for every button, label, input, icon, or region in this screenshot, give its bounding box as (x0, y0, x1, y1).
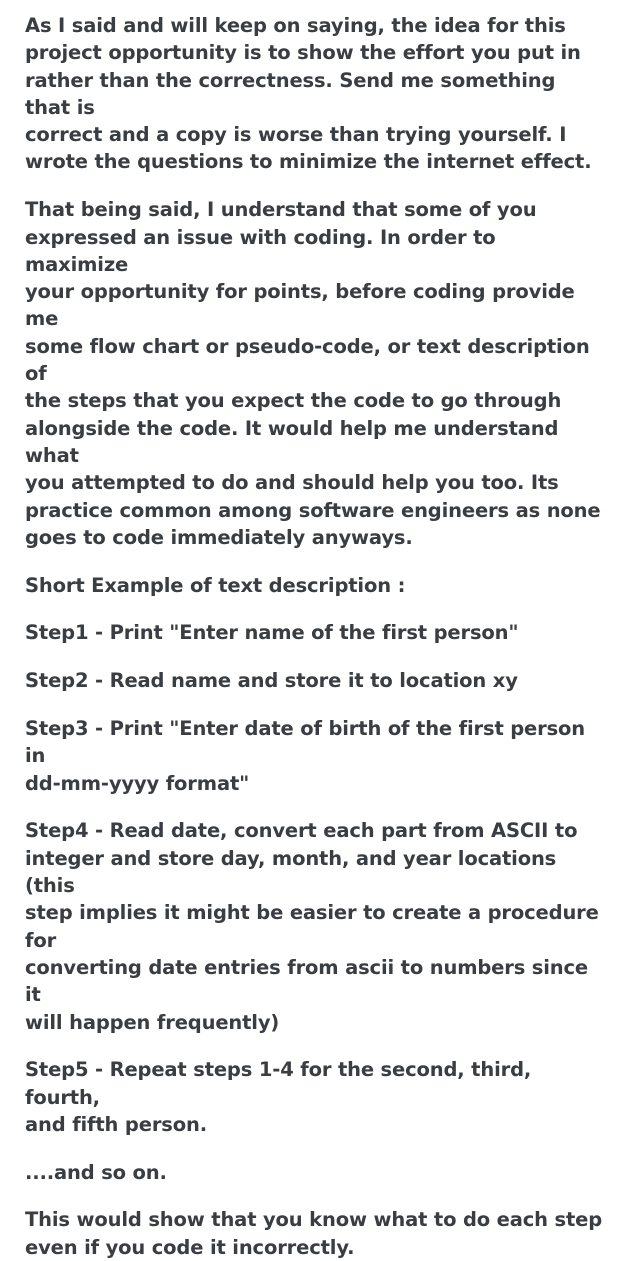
text-line: This would show that you know what to do each step (25, 1208, 603, 1232)
text-line: will happen frequently) (25, 1010, 280, 1034)
step-5 (25, 1056, 605, 1138)
text-line: correct and a copy is worse than trying yourself. I (25, 123, 567, 147)
example-heading (25, 572, 605, 599)
text-line: ....and so on. (25, 1160, 167, 1184)
step-1 (25, 619, 605, 646)
text-line: the steps that you expect the code to go through (25, 389, 562, 413)
text-line: goes to code immediately anyways. (25, 525, 413, 549)
intro-paragraph (25, 12, 605, 176)
and-so-on (25, 1159, 605, 1186)
text-line: project opportunity is to show the effort you put in (25, 41, 581, 65)
text-line: dd-mm-yyyy format" (25, 771, 250, 795)
text-line: your opportunity for points, before coding provide me (25, 280, 575, 331)
text-line: wrote the questions to minimize the internet effect. (25, 150, 592, 174)
text-line: converting date entries from ascii to numbers since it (25, 955, 589, 1007)
text-line: Step4 - Read date, convert each part from ASCII to (25, 819, 578, 843)
text-line: even if you code it incorrectly. (25, 1235, 355, 1259)
step-4 (25, 817, 605, 1035)
text-line: As I said and will keep on saying, the idea for this (25, 14, 566, 37)
text-line: Short Example of text description : (25, 573, 406, 597)
text-line: Step1 - Print "Enter name of the first person" (25, 621, 519, 645)
closing-paragraph (25, 1206, 605, 1261)
text-line: some flow chart or pseudo-code, or text description of (25, 334, 590, 386)
text-line: practice common among software engineers as none (25, 498, 601, 522)
text-line: step implies it might be easier to create a procedure for (25, 901, 599, 952)
coding-advice-paragraph (25, 196, 605, 551)
text-line: and fifth person. (25, 1112, 207, 1136)
text-line: rather than the correctness. Send me something that is (25, 68, 556, 119)
text-line: That being said, I understand that some of you (25, 198, 537, 222)
text-line: Step2 - Read name and store it to location xy (25, 669, 518, 693)
text-line: alongside the code. It would help me understand what (25, 416, 559, 467)
text-line: Step3 - Print "Enter date of birth of the first person in (25, 717, 586, 768)
step-2 (25, 667, 605, 694)
text-line: you attempted to do and should help you too. Its (25, 471, 559, 495)
step-3 (25, 715, 605, 797)
text-line: expressed an issue with coding. In order to maximize (25, 225, 496, 276)
text-line: Step5 - Repeat steps 1-4 for the second, third, fourth, (25, 1058, 532, 1109)
text-line: integer and store day, month, and year locations (this (25, 846, 557, 898)
